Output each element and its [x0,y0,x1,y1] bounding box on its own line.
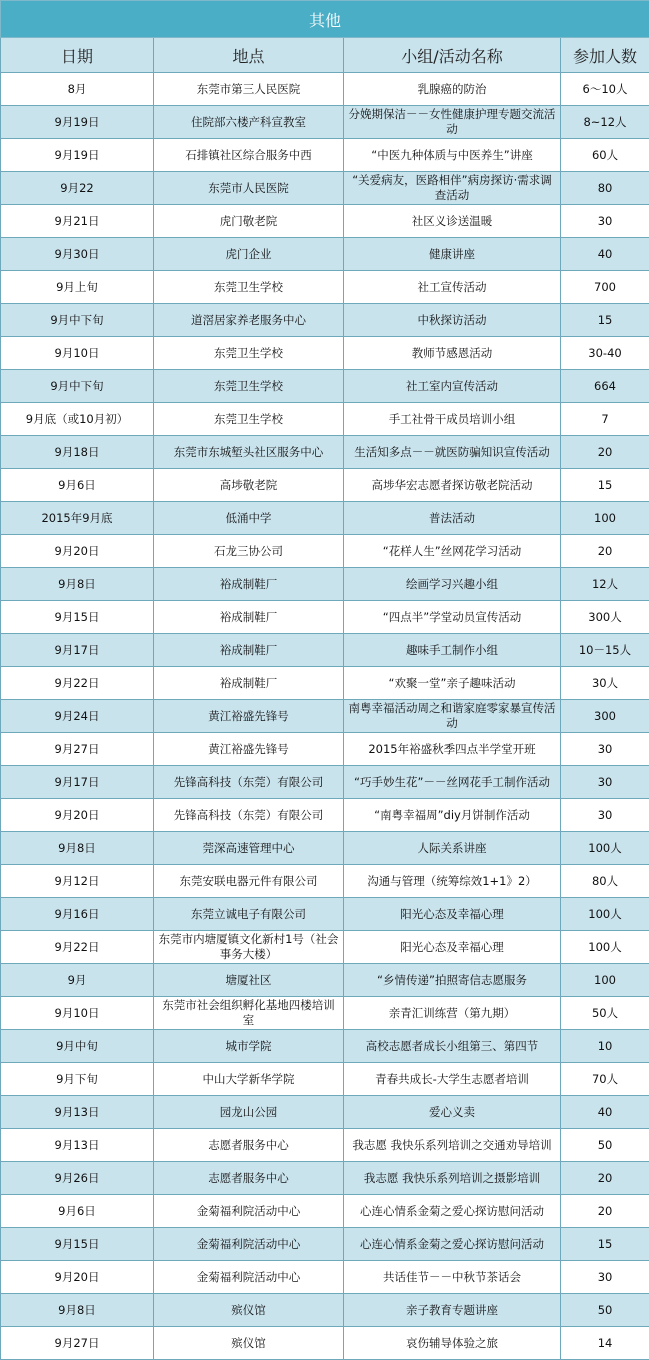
table-row [1,964,649,997]
table-row [1,436,649,469]
cell-location: 石龙三协公司 [154,535,344,568]
cell-activity: 手工社骨干成员培训小组 [344,403,561,436]
cell-location: 东莞市东城堑头社区服务中心 [154,436,344,469]
cell-date: 9月18日 [1,436,154,469]
cell-activity: 亲子教育专题讲座 [344,1294,561,1327]
cell-activity: 青春共成长-大学生志愿者培训 [344,1063,561,1096]
cell-date: 9月10日 [1,337,154,370]
cell-date: 9月中下旬 [1,370,154,403]
cell-participants: 30 [561,205,649,238]
table-row [1,865,649,898]
cell-participants: 15 [561,469,649,502]
cell-location: 园龙山公园 [154,1096,344,1129]
cell-date: 9月13日 [1,1096,154,1129]
cell-date: 9月17日 [1,766,154,799]
cell-participants: 700 [561,271,649,304]
cell-activity: 亲青汇训练营（第九期） [344,997,561,1030]
header-date: 日期 [1,38,154,73]
cell-participants: 30 [561,1261,649,1294]
cell-date: 9月27日 [1,733,154,766]
cell-participants: 20 [561,436,649,469]
cell-activity: 高埗华宏志愿者探访敬老院活动 [344,469,561,502]
table-row [1,1096,649,1129]
table-row [1,205,649,238]
cell-activity: 社区义诊送温暖 [344,205,561,238]
cell-activity: 心连心情系金菊之爱心探访慰问活动 [344,1228,561,1261]
cell-location: 东莞市内塘厦镇文化新村1号（社会事务大楼） [154,931,344,964]
cell-activity: 我志愿 我快乐系列培训之交通劝导培训 [344,1129,561,1162]
cell-participants: 40 [561,1096,649,1129]
cell-location: 裕成制鞋厂 [154,568,344,601]
cell-location: 高埗敬老院 [154,469,344,502]
cell-location: 裕成制鞋厂 [154,667,344,700]
cell-location: 东莞市人民医院 [154,172,344,205]
cell-participants: 50 [561,1294,649,1327]
cell-participants: 12人 [561,568,649,601]
table-row [1,1261,649,1294]
cell-date: 9月6日 [1,1195,154,1228]
cell-date: 9月下旬 [1,1063,154,1096]
table-row [1,106,649,139]
cell-location: 先锋高科技（东莞）有限公司 [154,799,344,832]
cell-activity: 健康讲座 [344,238,561,271]
cell-activity: 社工室内宣传活动 [344,370,561,403]
cell-participants: 300人 [561,601,649,634]
table-row [1,1129,649,1162]
cell-activity: 教师节感恩活动 [344,337,561,370]
cell-activity: 心连心情系金菊之爱心探访慰问活动 [344,1195,561,1228]
cell-activity: 爱心义卖 [344,1096,561,1129]
cell-date: 9月8日 [1,568,154,601]
cell-participants: 50 [561,1129,649,1162]
cell-participants: 15 [561,1228,649,1261]
cell-participants: 30人 [561,667,649,700]
cell-activity: 普法活动 [344,502,561,535]
cell-activity: 我志愿 我快乐系列培训之摄影培训 [344,1162,561,1195]
table-row [1,997,649,1030]
cell-date: 9月中下旬 [1,304,154,337]
cell-location: 金菊福利院活动中心 [154,1261,344,1294]
table-row [1,73,649,106]
cell-date: 9月 [1,964,154,997]
cell-location: 先锋高科技（东莞）有限公司 [154,766,344,799]
cell-date: 9月27日 [1,1327,154,1360]
cell-participants: 100人 [561,832,649,865]
table-row [1,271,649,304]
cell-date: 9月22日 [1,667,154,700]
cell-activity: 社工宣传活动 [344,271,561,304]
cell-location: 裕成制鞋厂 [154,634,344,667]
cell-participants: 8~12人 [561,106,649,139]
table-row [1,700,649,733]
cell-date: 9月8日 [1,832,154,865]
cell-location: 东莞安联电器元件有限公司 [154,865,344,898]
table-row [1,898,649,931]
cell-location: 虎门敬老院 [154,205,344,238]
cell-location: 黄江裕盛先锋号 [154,700,344,733]
table-row [1,766,649,799]
cell-location: 塘厦社区 [154,964,344,997]
table-row [1,634,649,667]
table-row [1,832,649,865]
table-row [1,568,649,601]
header-activity: 小组/活动名称 [344,38,561,73]
cell-participants: 60人 [561,139,649,172]
cell-participants: 80人 [561,865,649,898]
cell-activity: “南粤幸福周”diy月饼制作活动 [344,799,561,832]
table-row [1,601,649,634]
header-participants: 参加人数 [561,38,649,73]
cell-participants: 20 [561,1162,649,1195]
cell-participants: 70人 [561,1063,649,1096]
table-row [1,403,649,436]
cell-participants: 10 [561,1030,649,1063]
cell-location: 东莞卫生学校 [154,403,344,436]
cell-date: 9月20日 [1,799,154,832]
cell-location: 东莞卫生学校 [154,271,344,304]
cell-participants: 50人 [561,997,649,1030]
cell-activity: “花样人生”丝网花学习活动 [344,535,561,568]
table-row [1,502,649,535]
cell-activity: 人际关系讲座 [344,832,561,865]
table-row [1,535,649,568]
cell-participants: 30 [561,799,649,832]
table-row [1,799,649,832]
table-row [1,1162,649,1195]
cell-activity: 高校志愿者成长小组第三、第四节 [344,1030,561,1063]
cell-participants: 20 [561,535,649,568]
cell-activity: 生活知多点－－就医防骗知识宣传活动 [344,436,561,469]
cell-location: 志愿者服务中心 [154,1162,344,1195]
cell-participants: 10－15人 [561,634,649,667]
cell-date: 9月30日 [1,238,154,271]
cell-participants: 664 [561,370,649,403]
cell-location: 金菊福利院活动中心 [154,1228,344,1261]
cell-date: 9月中旬 [1,1030,154,1063]
cell-date: 9月17日 [1,634,154,667]
table-row [1,469,649,502]
cell-date: 9月20日 [1,1261,154,1294]
cell-location: 住院部六楼产科宣教室 [154,106,344,139]
cell-location: 中山大学新华学院 [154,1063,344,1096]
table-title: 其他 [1,1,649,38]
cell-activity: 哀伤辅导体验之旅 [344,1327,561,1360]
cell-activity: “四点半”学堂动员宣传活动 [344,601,561,634]
cell-participants: 100 [561,502,649,535]
cell-location: 黄江裕盛先锋号 [154,733,344,766]
cell-date: 9月6日 [1,469,154,502]
cell-date: 2015年9月底 [1,502,154,535]
cell-activity: 分娩期保洁－－女性健康护理专题交流活动 [344,106,561,139]
cell-location: 殡仪馆 [154,1327,344,1360]
cell-date: 9月16日 [1,898,154,931]
cell-participants: 30-40 [561,337,649,370]
cell-date: 9月21日 [1,205,154,238]
cell-activity: 阳光心态及幸福心理 [344,931,561,964]
cell-participants: 100人 [561,898,649,931]
table-row [1,733,649,766]
cell-location: 城市学院 [154,1030,344,1063]
cell-location: 志愿者服务中心 [154,1129,344,1162]
cell-participants: 300 [561,700,649,733]
cell-participants: 100 [561,964,649,997]
cell-location: 裕成制鞋厂 [154,601,344,634]
cell-participants: 20 [561,1195,649,1228]
cell-date: 9月20日 [1,535,154,568]
cell-activity: 绘画学习兴趣小组 [344,568,561,601]
cell-location: 东莞立诚电子有限公司 [154,898,344,931]
table-row [1,1294,649,1327]
cell-participants: 6～10人 [561,73,649,106]
table-header-row [1,38,649,73]
cell-activity: “中医九种体质与中医养生”讲座 [344,139,561,172]
cell-participants: 7 [561,403,649,436]
cell-participants: 40 [561,238,649,271]
cell-activity: 趣味手工制作小组 [344,634,561,667]
table-row [1,1228,649,1261]
cell-date: 9月24日 [1,700,154,733]
header-location: 地点 [154,38,344,73]
cell-participants: 14 [561,1327,649,1360]
cell-date: 9月12日 [1,865,154,898]
cell-location: 莞深高速管理中心 [154,832,344,865]
table-row [1,139,649,172]
cell-location: 金菊福利院活动中心 [154,1195,344,1228]
cell-location: 东莞市社会组织孵化基地四楼培训室 [154,997,344,1030]
cell-participants: 80 [561,172,649,205]
cell-activity: “巧手妙生花”－－丝网花手工制作活动 [344,766,561,799]
table-row [1,304,649,337]
cell-participants: 30 [561,766,649,799]
table-row [1,172,649,205]
table-row [1,1327,649,1360]
cell-date: 9月上旬 [1,271,154,304]
cell-date: 9月19日 [1,139,154,172]
table-row [1,337,649,370]
table-row [1,667,649,700]
cell-date: 9月8日 [1,1294,154,1327]
cell-participants: 100人 [561,931,649,964]
cell-activity: “乡情传递”拍照寄信志愿服务 [344,964,561,997]
table-row [1,238,649,271]
cell-location: 道滘居家养老服务中心 [154,304,344,337]
cell-date: 9月22 [1,172,154,205]
cell-date: 9月15日 [1,1228,154,1261]
cell-activity: 共话佳节－－中秋节茶话会 [344,1261,561,1294]
table-row [1,1030,649,1063]
cell-activity: “关爱病友，医路相伴”病房探访·需求调查活动 [344,172,561,205]
cell-activity: 沟通与管理（统筹综效1+1》2） [344,865,561,898]
cell-date: 9月13日 [1,1129,154,1162]
cell-date: 8月 [1,73,154,106]
cell-participants: 15 [561,304,649,337]
cell-location: 虎门企业 [154,238,344,271]
cell-activity: 南粤幸福活动周之和谐家庭零家暴宣传活动 [344,700,561,733]
cell-location: 低涌中学 [154,502,344,535]
table-row [1,1195,649,1228]
table-row [1,1063,649,1096]
cell-activity: 阳光心态及幸福心理 [344,898,561,931]
cell-date: 9月底（或10月初） [1,403,154,436]
cell-date: 9月22日 [1,931,154,964]
cell-date: 9月19日 [1,106,154,139]
cell-date: 9月10日 [1,997,154,1030]
cell-date: 9月26日 [1,1162,154,1195]
cell-location: 东莞卫生学校 [154,337,344,370]
cell-activity: 乳腺癌的防治 [344,73,561,106]
cell-activity: 2015年裕盛秋季四点半学堂开班 [344,733,561,766]
cell-activity: 中秋探访活动 [344,304,561,337]
cell-location: 殡仪馆 [154,1294,344,1327]
cell-location: 石排镇社区综合服务中西 [154,139,344,172]
cell-location: 东莞卫生学校 [154,370,344,403]
table-row [1,370,649,403]
table-row [1,931,649,964]
cell-participants: 30 [561,733,649,766]
cell-date: 9月15日 [1,601,154,634]
cell-activity: “欢聚一堂”亲子趣味活动 [344,667,561,700]
table-title-row [1,1,649,38]
cell-location: 东莞市第三人民医院 [154,73,344,106]
